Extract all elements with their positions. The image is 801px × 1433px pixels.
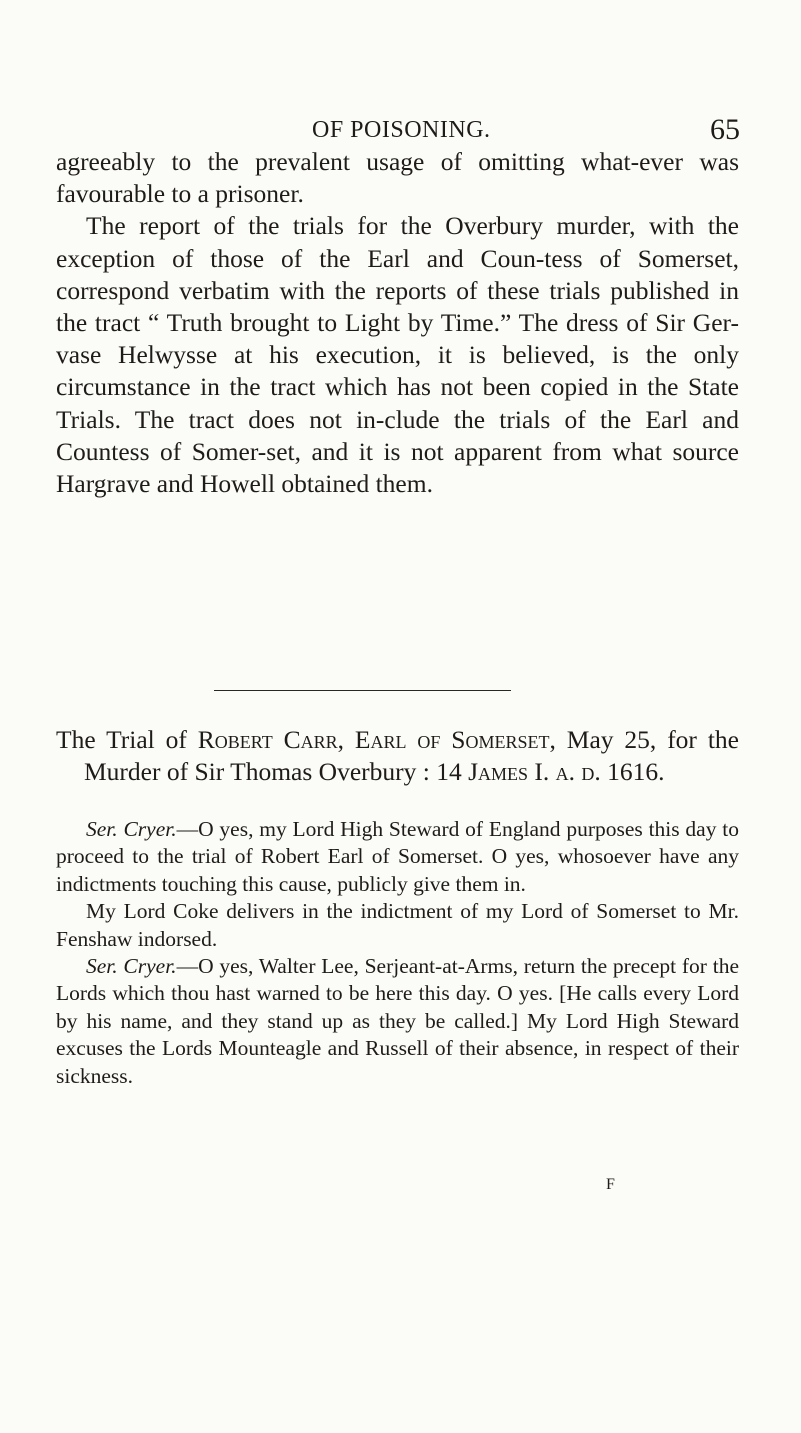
running-head-title: OF POISONING. bbox=[312, 117, 491, 143]
transcript-paragraph bbox=[56, 816, 739, 898]
speaker: Ser. Cryer. bbox=[86, 817, 177, 841]
paragraph: agreeably to the prevalent usage of omitting what-ever was favourable to a prisoner. bbox=[56, 147, 739, 209]
transcript-paragraph: My Lord Coke delivers in the indictment of my Lord of Somerset to Mr. Fenshaw indorsed. bbox=[56, 899, 739, 951]
section-divider bbox=[214, 690, 511, 691]
heading-name: Robert Carr, Earl of Somerset, bbox=[197, 725, 556, 754]
speech: —O yes, Walter Lee, Serjeant-at-Arms, return the precept for the Lords which thou hast warned to be here this day. O yes. [He calls every Lord by his name, and they stand up as they be called.] My Lord High Steward excuses the Lords Mounteagle and Russell of their absence, in respect of their sickness. bbox=[56, 954, 739, 1088]
signature-mark: F bbox=[606, 1176, 615, 1193]
heading-era: a. d. bbox=[555, 756, 601, 786]
trial-transcript bbox=[56, 816, 739, 1090]
heading-king: James bbox=[468, 756, 529, 786]
speech: —O yes, my Lord High Steward of England purposes this day to proceed to the trial of Robert Earl of Somerset. O yes, whosoever have any indictments touching this cause, publicly give them in. bbox=[56, 817, 739, 896]
page-number: 65 bbox=[710, 113, 740, 146]
speaker: Ser. Cryer. bbox=[86, 954, 177, 979]
running-head bbox=[0, 113, 801, 149]
paragraph: The report of the trials for the Overbury murder, with the exception of those of the Earl and Coun-tess of Somerset, correspond verbatim with the reports of these trials published in the tract “ Truth brought to Light by Time.” The dress of Sir Ger-vase Helwysse at his execution, it is believed, is the only circumstance in the tract which has not been copied in the State Trials. The tract does not in-clude the trials of the Earl and Countess of Somer-set, and it is not apparent from what source Hargrave and Howell obtained them. bbox=[56, 211, 739, 499]
heading-text: May 25, for the Murder of Sir Thomas Overbury : 14 bbox=[84, 725, 739, 786]
heading-text: The Trial of bbox=[56, 725, 198, 754]
transcript-paragraph bbox=[56, 953, 739, 1090]
trial-heading bbox=[56, 724, 739, 787]
body-text bbox=[56, 146, 739, 500]
heading-text: I. bbox=[528, 756, 556, 786]
heading-year: 1616. bbox=[600, 756, 665, 786]
